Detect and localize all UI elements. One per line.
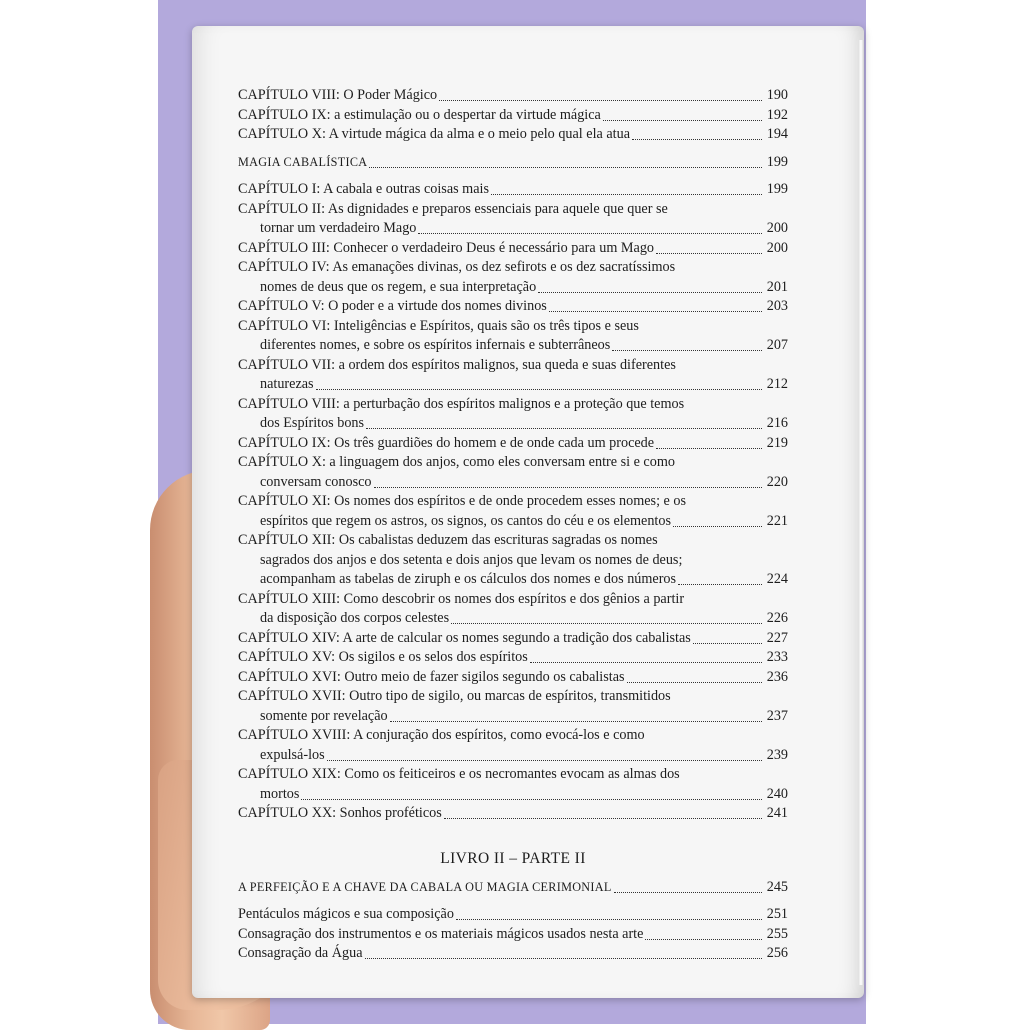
toc-entry xyxy=(238,180,788,200)
dot-leader xyxy=(316,389,762,390)
toc-entry xyxy=(238,492,788,531)
dot-leader xyxy=(673,526,762,527)
entry-text: da disposição dos corpos celestes xyxy=(260,610,450,626)
toc-entry xyxy=(238,668,788,688)
toc-entry-line xyxy=(238,629,788,649)
dot-leader xyxy=(444,818,762,819)
toc-entry-line xyxy=(238,905,788,925)
toc-entry xyxy=(238,200,788,239)
toc-entry-line xyxy=(238,219,788,239)
page-number: 236 xyxy=(766,668,788,685)
page-number: 227 xyxy=(766,629,788,646)
toc-entry xyxy=(238,395,788,434)
toc-entry-line xyxy=(238,239,788,259)
toc-section-perfeicao xyxy=(238,878,788,898)
dot-leader xyxy=(632,139,762,140)
dot-leader xyxy=(418,233,762,234)
dot-leader xyxy=(627,682,762,683)
toc-entry xyxy=(238,125,788,145)
entry-text: CAPÍTULO XIX: Como os feiticeiros e os necromantes evocam as almas dos xyxy=(238,766,680,782)
dot-leader xyxy=(439,100,762,101)
entry-text: Consagração dos instrumentos e os materiais mágicos usados nesta arte xyxy=(238,925,644,942)
toc-entry xyxy=(238,944,788,964)
entry-text: CAPÍTULO VII: a ordem dos espíritos malignos, sua queda e suas diferentes xyxy=(238,356,676,373)
entry-text: CAPÍTULO V: O poder e a virtude dos nomes divinos xyxy=(238,298,547,314)
page-number: 194 xyxy=(766,126,788,142)
toc-group-2 xyxy=(238,180,788,824)
toc-entry-line xyxy=(238,925,788,945)
dot-leader xyxy=(603,120,762,121)
page-number: 216 xyxy=(766,415,788,431)
entry-text: CAPÍTULO XV: Os sigilos e os selos dos espíritos xyxy=(238,649,528,665)
toc-entry xyxy=(238,648,788,668)
toc-entry-line xyxy=(238,944,788,964)
toc-entry xyxy=(238,905,788,925)
dot-leader xyxy=(612,350,762,351)
dot-leader xyxy=(530,662,762,663)
page-number: 226 xyxy=(766,610,788,626)
toc-entry xyxy=(238,629,788,649)
toc-entry-line xyxy=(238,746,788,766)
toc-entry xyxy=(238,258,788,297)
dot-leader xyxy=(369,167,762,168)
page-number: 221 xyxy=(766,512,788,529)
dot-leader xyxy=(614,892,762,893)
entry-text: sagrados dos anjos e dos setenta e dois anjos que levam os nomes de deus; xyxy=(260,551,683,568)
entry-text: CAPÍTULO XX: Sonhos proféticos xyxy=(238,805,442,821)
toc-group-1 xyxy=(238,86,788,145)
toc-entry-line xyxy=(238,125,788,145)
page-number: 237 xyxy=(766,707,788,724)
toc-group-3 xyxy=(238,905,788,964)
dot-leader xyxy=(678,584,762,585)
table-of-contents xyxy=(238,86,788,964)
entry-text: CAPÍTULO IX: Os três guardiões do homem e de onde cada um procede xyxy=(238,434,655,451)
page-number: 190 xyxy=(766,87,788,103)
page-number: 239 xyxy=(766,746,788,763)
dot-leader xyxy=(549,311,762,312)
dot-leader xyxy=(491,194,762,195)
toc-entry-line xyxy=(238,648,788,668)
toc-entry-line xyxy=(238,86,788,106)
section-title: MAGIA CABALÍSTICA xyxy=(238,154,368,169)
entry-text: CAPÍTULO VI: Inteligências e Espíritos, quais são os três tipos e seus xyxy=(238,317,639,334)
page-number: 255 xyxy=(766,925,788,942)
entry-text: Consagração da Água xyxy=(238,945,363,961)
page-number: 203 xyxy=(766,298,788,314)
toc-entry-line xyxy=(238,512,788,532)
entry-text: mortos xyxy=(260,785,300,802)
entry-text: CAPÍTULO I: A cabala e outras coisas mais xyxy=(238,181,489,197)
dot-leader xyxy=(327,760,762,761)
toc-entry-line xyxy=(238,804,788,824)
toc-entry-line xyxy=(238,570,788,590)
page-number: 219 xyxy=(766,434,788,451)
page-number: 200 xyxy=(766,239,788,256)
dot-leader xyxy=(693,643,762,644)
page-number: 251 xyxy=(766,906,788,922)
toc-entry xyxy=(238,356,788,395)
dot-leader xyxy=(645,939,762,940)
toc-entry-line xyxy=(238,336,788,356)
dot-leader xyxy=(656,448,762,449)
page-number: 201 xyxy=(766,278,788,295)
entry-text: acompanham as tabelas de ziruph e os cálculos dos nomes e dos números xyxy=(260,571,677,587)
page-number: 256 xyxy=(766,945,788,961)
toc-entry xyxy=(238,687,788,726)
entry-text: diferentes nomes, e sobre os espíritos infernais e subterrâneos xyxy=(260,337,611,353)
entry-text: CAPÍTULO II: As dignidades e preparos essenciais para aquele que quer se xyxy=(238,200,668,217)
toc-entry xyxy=(238,925,788,945)
page-number: 199 xyxy=(766,181,788,197)
dot-leader xyxy=(451,623,762,624)
toc-entry xyxy=(238,726,788,765)
dot-leader xyxy=(366,428,762,429)
toc-entry-line xyxy=(238,609,788,629)
toc-entry xyxy=(238,434,788,454)
entry-text: CAPÍTULO III: Conhecer o verdadeiro Deus é necessário para um Mago xyxy=(238,239,655,256)
toc-section-magia-cabalistica xyxy=(238,153,788,173)
page-number: 224 xyxy=(766,571,788,587)
toc-entry xyxy=(238,239,788,259)
page-edge xyxy=(858,40,864,985)
entry-text: CAPÍTULO IX: a estimulação ou o despertar da virtude mágica xyxy=(238,106,601,123)
entry-text: CAPÍTULO XVII: Outro tipo de sigilo, ou marcas de espíritos, transmitidos xyxy=(238,688,671,704)
dot-leader xyxy=(390,721,762,722)
entry-text: CAPÍTULO X: a linguagem dos anjos, como eles conversam entre si e como xyxy=(238,454,675,470)
entry-text: CAPÍTULO X: A virtude mágica da alma e o meio pelo qual ela atua xyxy=(238,126,631,142)
entry-text: CAPÍTULO IV: As emanações divinas, os dez sefirots e os dez sacratíssimos xyxy=(238,259,676,275)
entry-text: CAPÍTULO VIII: O Poder Mágico xyxy=(238,87,438,103)
toc-entry xyxy=(238,804,788,824)
toc-entry xyxy=(238,453,788,492)
toc-entry xyxy=(238,317,788,356)
toc-entry xyxy=(238,106,788,126)
entry-text: conversam conosco xyxy=(260,473,372,490)
dot-leader xyxy=(301,799,762,800)
dot-leader xyxy=(538,292,762,293)
toc-entry-line xyxy=(238,668,788,688)
toc-entry xyxy=(238,590,788,629)
entry-text: CAPÍTULO XI: Os nomes dos espíritos e de onde procedem esses nomes; e os xyxy=(238,493,687,509)
toc-entry-line xyxy=(238,707,788,727)
toc-entry-line xyxy=(238,473,788,493)
toc-entry-line xyxy=(238,375,788,395)
toc-entry xyxy=(238,531,788,590)
toc-entry xyxy=(238,765,788,804)
toc-entry-line xyxy=(238,297,788,317)
page-number: 192 xyxy=(766,106,788,123)
toc-entry-line xyxy=(238,278,788,298)
entry-text: Pentáculos mágicos e sua composição xyxy=(238,906,454,922)
toc-entry-line xyxy=(238,785,788,805)
dot-leader xyxy=(374,487,763,488)
entry-text: CAPÍTULO XVIII: A conjuração dos espíritos, como evocá-los e como xyxy=(238,727,645,743)
page-number: 241 xyxy=(766,805,788,821)
entry-text: CAPÍTULO XIV: A arte de calcular os nomes segundo a tradição dos cabalistas xyxy=(238,629,691,646)
page-number: 245 xyxy=(766,878,788,895)
entry-text: espíritos que regem os astros, os signos, os cantos do céu e os elementos xyxy=(260,512,671,529)
page-number: 200 xyxy=(766,220,788,236)
entry-text: naturezas xyxy=(260,376,314,392)
entry-text: CAPÍTULO XVI: Outro meio de fazer sigilos segundo os cabalistas xyxy=(238,668,625,685)
entry-text: expulsá-los xyxy=(260,746,325,763)
entry-text: CAPÍTULO XII: Os cabalistas deduzem das escrituras sagradas os nomes xyxy=(238,532,658,548)
dot-leader xyxy=(456,919,762,920)
entry-text: CAPÍTULO VIII: a perturbação dos espíritos malignos e a proteção que temos xyxy=(238,395,685,412)
entry-text: tornar um verdadeiro Mago xyxy=(260,220,417,236)
page-number: 212 xyxy=(766,376,788,392)
dot-leader xyxy=(365,958,763,959)
page-number: 220 xyxy=(766,473,788,490)
dot-leader xyxy=(656,253,762,254)
toc-entry xyxy=(238,297,788,317)
page-number: 199 xyxy=(766,153,788,170)
toc-entry-line xyxy=(238,414,788,434)
entry-text: CAPÍTULO XIII: Como descobrir os nomes dos espíritos e dos gênios a partir xyxy=(238,590,685,607)
toc-entry xyxy=(238,86,788,106)
entry-text: dos Espíritos bons xyxy=(260,415,365,431)
toc-entry-line xyxy=(238,434,788,454)
part-heading: LIVRO II – PARTE II xyxy=(440,849,586,867)
toc-entry-line xyxy=(238,180,788,200)
entry-text: somente por revelação xyxy=(260,707,388,724)
page-number: 233 xyxy=(766,649,788,665)
entry-text: nomes de deus que os regem, e sua interpretação xyxy=(260,278,537,295)
page-number: 240 xyxy=(766,785,788,802)
section-title: A PERFEIÇÃO E A CHAVE DA CABALA OU MAGIA CERIMONIAL xyxy=(238,879,612,894)
page-number: 207 xyxy=(766,337,788,353)
toc-entry-line xyxy=(238,106,788,126)
